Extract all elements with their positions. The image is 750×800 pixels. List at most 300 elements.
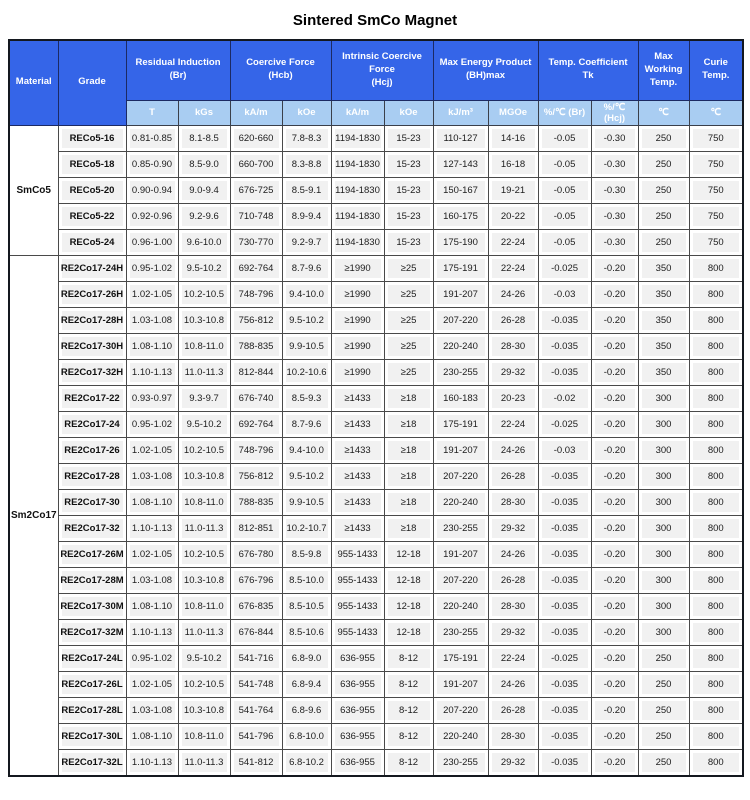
value-cell: -0.20 — [591, 385, 638, 411]
value-cell: 676-780 — [230, 541, 282, 567]
grade-cell: RE2Co17-28 — [58, 463, 126, 489]
value-cell: 636-955 — [331, 671, 384, 697]
header-group-row — [9, 40, 743, 100]
smco-spec-table — [8, 39, 744, 777]
header-group-residual-induction — [126, 40, 230, 100]
value-cell: 0.81-0.85 — [126, 125, 178, 151]
value-cell: ≥1433 — [331, 463, 384, 489]
value-cell: 220-240 — [433, 489, 488, 515]
value-cell: 191-207 — [433, 671, 488, 697]
value-cell: -0.05 — [538, 125, 591, 151]
grade-cell: RE2Co17-30L — [58, 723, 126, 749]
value-cell: 636-955 — [331, 697, 384, 723]
value-cell: 10.3-10.8 — [178, 463, 230, 489]
value-cell: 0.85-0.90 — [126, 151, 178, 177]
value-cell: 692-764 — [230, 255, 282, 281]
value-cell: 9.2-9.6 — [178, 203, 230, 229]
value-cell: 812-844 — [230, 359, 282, 385]
value-cell: 0.96-1.00 — [126, 229, 178, 255]
grade-cell: RE2Co17-26L — [58, 671, 126, 697]
grade-cell: RE2Co17-28M — [58, 567, 126, 593]
value-cell: -0.20 — [591, 749, 638, 776]
value-cell: 541-716 — [230, 645, 282, 671]
value-cell: 1.02-1.05 — [126, 671, 178, 697]
value-cell: 10.2-10.7 — [282, 515, 331, 541]
table-row — [9, 619, 743, 645]
value-cell: -0.025 — [538, 255, 591, 281]
value-cell: 0.90-0.94 — [126, 177, 178, 203]
value-cell: 15-23 — [384, 177, 433, 203]
value-cell: 9.9-10.5 — [282, 333, 331, 359]
value-cell: ≥18 — [384, 437, 433, 463]
value-cell: 710-748 — [230, 203, 282, 229]
value-cell: 1.03-1.08 — [126, 307, 178, 333]
value-cell: 1194-1830 — [331, 151, 384, 177]
value-cell: -0.035 — [538, 515, 591, 541]
value-cell: ≥1433 — [331, 411, 384, 437]
value-cell: 29-32 — [488, 515, 538, 541]
table-row — [9, 229, 743, 255]
table-row — [9, 281, 743, 307]
value-cell: 26-28 — [488, 463, 538, 489]
value-cell: 230-255 — [433, 749, 488, 776]
table-body — [9, 125, 743, 776]
value-cell: -0.035 — [538, 749, 591, 776]
header-group-intrinsic-coercive-force — [331, 40, 433, 100]
value-cell: 22-24 — [488, 645, 538, 671]
value-cell: 1.08-1.10 — [126, 489, 178, 515]
value-cell: 350 — [638, 255, 689, 281]
header-group-max-energy-product — [433, 40, 538, 100]
table-row — [9, 385, 743, 411]
value-cell: 12-18 — [384, 619, 433, 645]
value-cell: 676-796 — [230, 567, 282, 593]
header-grade: Grade — [58, 40, 126, 125]
table-row — [9, 307, 743, 333]
value-cell: 350 — [638, 281, 689, 307]
header-group-coercive-force — [230, 40, 331, 100]
value-cell: 300 — [638, 463, 689, 489]
grade-cell: RE2Co17-30H — [58, 333, 126, 359]
value-cell: 800 — [689, 645, 743, 671]
value-cell: 7.8-8.3 — [282, 125, 331, 151]
table-row — [9, 593, 743, 619]
value-cell: 230-255 — [433, 359, 488, 385]
value-cell: 800 — [689, 307, 743, 333]
value-cell: ≥1990 — [331, 281, 384, 307]
value-cell: ≥25 — [384, 281, 433, 307]
value-cell: ≥18 — [384, 411, 433, 437]
material-cell: SmCo5 — [9, 125, 58, 255]
unit-max-working-c: ℃ — [638, 100, 689, 125]
value-cell: 26-28 — [488, 567, 538, 593]
value-cell: 620-660 — [230, 125, 282, 151]
value-cell: -0.30 — [591, 229, 638, 255]
value-cell: 9.5-10.2 — [178, 411, 230, 437]
value-cell: 0.95-1.02 — [126, 411, 178, 437]
value-cell: 1.08-1.10 — [126, 333, 178, 359]
value-cell: 748-796 — [230, 437, 282, 463]
value-cell: 160-175 — [433, 203, 488, 229]
value-cell: 28-30 — [488, 723, 538, 749]
value-cell: ≥1990 — [331, 359, 384, 385]
group-title: Temp. Coefficient — [548, 57, 628, 69]
value-cell: 175-190 — [433, 229, 488, 255]
value-cell: 15-23 — [384, 203, 433, 229]
value-cell: -0.30 — [591, 203, 638, 229]
value-cell: -0.035 — [538, 307, 591, 333]
value-cell: 1.10-1.13 — [126, 359, 178, 385]
grade-cell: RECo5-16 — [58, 125, 126, 151]
value-cell: 175-191 — [433, 411, 488, 437]
value-cell: -0.035 — [538, 567, 591, 593]
value-cell: 800 — [689, 697, 743, 723]
table-row — [9, 177, 743, 203]
value-cell: 14-16 — [488, 125, 538, 151]
value-cell: 800 — [689, 541, 743, 567]
value-cell: -0.035 — [538, 593, 591, 619]
value-cell: 8.7-9.6 — [282, 255, 331, 281]
value-cell: -0.20 — [591, 489, 638, 515]
value-cell: 800 — [689, 749, 743, 776]
table-row — [9, 359, 743, 385]
value-cell: 8.5-9.3 — [282, 385, 331, 411]
value-cell: 11.0-11.3 — [178, 359, 230, 385]
value-cell: 16-18 — [488, 151, 538, 177]
value-cell: 207-220 — [433, 567, 488, 593]
value-cell: 800 — [689, 567, 743, 593]
value-cell: 1.03-1.08 — [126, 697, 178, 723]
grade-cell: RE2Co17-24H — [58, 255, 126, 281]
value-cell: 207-220 — [433, 463, 488, 489]
value-cell: 10.3-10.8 — [178, 567, 230, 593]
grade-cell: RE2Co17-26 — [58, 437, 126, 463]
value-cell: 8.1-8.5 — [178, 125, 230, 151]
value-cell: ≥18 — [384, 385, 433, 411]
value-cell: -0.035 — [538, 489, 591, 515]
table-header — [9, 40, 743, 125]
grade-cell: RE2Co17-32M — [58, 619, 126, 645]
value-cell: 9.5-10.2 — [282, 307, 331, 333]
table-row — [9, 541, 743, 567]
value-cell: 11.0-11.3 — [178, 515, 230, 541]
value-cell: 800 — [689, 411, 743, 437]
value-cell: 800 — [689, 723, 743, 749]
table-row — [9, 489, 743, 515]
value-cell: 300 — [638, 593, 689, 619]
unit-koe-hcb: kOe — [282, 100, 331, 125]
group-sub: (Hcb) — [268, 70, 293, 82]
table-row — [9, 749, 743, 776]
value-cell: 300 — [638, 437, 689, 463]
value-cell: 800 — [689, 359, 743, 385]
value-cell: ≥18 — [384, 463, 433, 489]
value-cell: 800 — [689, 671, 743, 697]
value-cell: ≥25 — [384, 359, 433, 385]
value-cell: 250 — [638, 723, 689, 749]
value-cell: 676-740 — [230, 385, 282, 411]
value-cell: -0.035 — [538, 333, 591, 359]
value-cell: -0.20 — [591, 645, 638, 671]
value-cell: 250 — [638, 203, 689, 229]
value-cell: 9.5-10.2 — [178, 645, 230, 671]
value-cell: 1.02-1.05 — [126, 281, 178, 307]
unit-curie-c: ℃ — [689, 100, 743, 125]
value-cell: 541-748 — [230, 671, 282, 697]
value-cell: 250 — [638, 229, 689, 255]
value-cell: 250 — [638, 749, 689, 776]
table-row — [9, 645, 743, 671]
value-cell: 220-240 — [433, 333, 488, 359]
value-cell: 207-220 — [433, 697, 488, 723]
value-cell: 812-851 — [230, 515, 282, 541]
value-cell: 6.8-10.0 — [282, 723, 331, 749]
value-cell: 24-26 — [488, 541, 538, 567]
value-cell: 10.3-10.8 — [178, 307, 230, 333]
value-cell: 9.2-9.7 — [282, 229, 331, 255]
table-row — [9, 567, 743, 593]
unit-tk-hcj: %/℃ (Hcj) — [591, 100, 638, 125]
value-cell: 28-30 — [488, 333, 538, 359]
value-cell: 660-700 — [230, 151, 282, 177]
value-cell: 541-796 — [230, 723, 282, 749]
table-row — [9, 125, 743, 151]
value-cell: 300 — [638, 619, 689, 645]
grade-cell: RE2Co17-28H — [58, 307, 126, 333]
value-cell: 250 — [638, 645, 689, 671]
value-cell: 8.7-9.6 — [282, 411, 331, 437]
unit-mgoe: MGOe — [488, 100, 538, 125]
value-cell: 28-30 — [488, 489, 538, 515]
value-cell: 541-812 — [230, 749, 282, 776]
value-cell: -0.20 — [591, 593, 638, 619]
value-cell: 11.0-11.3 — [178, 749, 230, 776]
value-cell: 6.8-9.4 — [282, 671, 331, 697]
value-cell: 29-32 — [488, 749, 538, 776]
value-cell: 150-167 — [433, 177, 488, 203]
value-cell: 250 — [638, 671, 689, 697]
value-cell: 22-24 — [488, 411, 538, 437]
value-cell: 6.8-10.2 — [282, 749, 331, 776]
group-title: Max Energy Product — [439, 57, 532, 69]
value-cell: 22-24 — [488, 229, 538, 255]
unit-kam-hcb: kA/m — [230, 100, 282, 125]
value-cell: -0.30 — [591, 177, 638, 203]
value-cell: 800 — [689, 619, 743, 645]
value-cell: ≥1990 — [331, 307, 384, 333]
grade-cell: RECo5-18 — [58, 151, 126, 177]
value-cell: 10.8-11.0 — [178, 333, 230, 359]
value-cell: -0.05 — [538, 177, 591, 203]
value-cell: 800 — [689, 463, 743, 489]
table-row — [9, 463, 743, 489]
value-cell: 350 — [638, 359, 689, 385]
value-cell: 955-1433 — [331, 593, 384, 619]
page-title: Sintered SmCo Magnet — [292, 12, 458, 29]
value-cell: 10.2-10.6 — [282, 359, 331, 385]
value-cell: 15-23 — [384, 125, 433, 151]
value-cell: 800 — [689, 515, 743, 541]
value-cell: 750 — [689, 151, 743, 177]
unit-kam-hcj: kA/m — [331, 100, 384, 125]
grade-cell: RE2Co17-24 — [58, 411, 126, 437]
value-cell: 19-21 — [488, 177, 538, 203]
grade-cell: RE2Co17-32L — [58, 749, 126, 776]
value-cell: 756-812 — [230, 307, 282, 333]
value-cell: 1.10-1.13 — [126, 515, 178, 541]
value-cell: 788-835 — [230, 333, 282, 359]
value-cell: 750 — [689, 177, 743, 203]
value-cell: 20-22 — [488, 203, 538, 229]
value-cell: 191-207 — [433, 541, 488, 567]
value-cell: 29-32 — [488, 619, 538, 645]
value-cell: 300 — [638, 567, 689, 593]
unit-koe-hcj: kOe — [384, 100, 433, 125]
value-cell: 1194-1830 — [331, 229, 384, 255]
value-cell: 8.3-8.8 — [282, 151, 331, 177]
value-cell: 1.03-1.08 — [126, 463, 178, 489]
table-row — [9, 515, 743, 541]
value-cell: -0.20 — [591, 255, 638, 281]
value-cell: 9.6-10.0 — [178, 229, 230, 255]
value-cell: 9.9-10.5 — [282, 489, 331, 515]
page — [8, 0, 742, 777]
value-cell: 9.4-10.0 — [282, 281, 331, 307]
value-cell: 11.0-11.3 — [178, 619, 230, 645]
value-cell: -0.035 — [538, 619, 591, 645]
value-cell: 10.2-10.5 — [178, 671, 230, 697]
value-cell: 676-844 — [230, 619, 282, 645]
value-cell: 8-12 — [384, 697, 433, 723]
value-cell: 8.5-9.8 — [282, 541, 331, 567]
value-cell: -0.20 — [591, 437, 638, 463]
value-cell: -0.30 — [591, 125, 638, 151]
value-cell: 230-255 — [433, 619, 488, 645]
material-cell: Sm2Co17 — [9, 255, 58, 776]
value-cell: 15-23 — [384, 229, 433, 255]
grade-cell: RE2Co17-22 — [58, 385, 126, 411]
value-cell: -0.035 — [538, 463, 591, 489]
value-cell: -0.20 — [591, 411, 638, 437]
value-cell: 26-28 — [488, 697, 538, 723]
value-cell: 10.2-10.5 — [178, 541, 230, 567]
value-cell: 541-764 — [230, 697, 282, 723]
value-cell: 10.2-10.5 — [178, 281, 230, 307]
value-cell: ≥1433 — [331, 489, 384, 515]
value-cell: ≥25 — [384, 307, 433, 333]
unit-tk-br: %/℃ (Br) — [538, 100, 591, 125]
value-cell: -0.20 — [591, 567, 638, 593]
value-cell: 350 — [638, 307, 689, 333]
value-cell: 250 — [638, 697, 689, 723]
value-cell: -0.03 — [538, 281, 591, 307]
value-cell: 8-12 — [384, 749, 433, 776]
value-cell: ≥25 — [384, 255, 433, 281]
value-cell: ≥25 — [384, 333, 433, 359]
value-cell: 8-12 — [384, 723, 433, 749]
value-cell: 1.10-1.13 — [126, 619, 178, 645]
value-cell: 8.5-10.6 — [282, 619, 331, 645]
value-cell: 8.5-10.5 — [282, 593, 331, 619]
group-sub: Tk — [582, 70, 594, 82]
value-cell: 22-24 — [488, 255, 538, 281]
value-cell: 12-18 — [384, 541, 433, 567]
value-cell: 9.4-10.0 — [282, 437, 331, 463]
value-cell: -0.035 — [538, 541, 591, 567]
grade-cell: RECo5-24 — [58, 229, 126, 255]
value-cell: 8.5-9.1 — [282, 177, 331, 203]
value-cell: 250 — [638, 151, 689, 177]
value-cell: ≥1433 — [331, 385, 384, 411]
value-cell: 750 — [689, 229, 743, 255]
table-row — [9, 411, 743, 437]
value-cell: 191-207 — [433, 281, 488, 307]
value-cell: ≥1433 — [331, 515, 384, 541]
header-group-temp-coefficient — [538, 40, 638, 100]
value-cell: 207-220 — [433, 307, 488, 333]
value-cell: 6.8-9.0 — [282, 645, 331, 671]
value-cell: 636-955 — [331, 723, 384, 749]
value-cell: 250 — [638, 177, 689, 203]
value-cell: 1.03-1.08 — [126, 567, 178, 593]
table-row — [9, 723, 743, 749]
value-cell: -0.20 — [591, 671, 638, 697]
table-row — [9, 255, 743, 281]
value-cell: 230-255 — [433, 515, 488, 541]
value-cell: 10.3-10.8 — [178, 697, 230, 723]
value-cell: 24-26 — [488, 281, 538, 307]
header-curie-temp: Curie Temp. — [689, 40, 743, 100]
grade-cell: RE2Co17-32H — [58, 359, 126, 385]
value-cell: 250 — [638, 125, 689, 151]
table-row — [9, 697, 743, 723]
value-cell: -0.05 — [538, 229, 591, 255]
group-title: Coercive Force — [246, 57, 315, 69]
value-cell: ≥1433 — [331, 437, 384, 463]
value-cell: 300 — [638, 385, 689, 411]
value-cell: 676-835 — [230, 593, 282, 619]
value-cell: 26-28 — [488, 307, 538, 333]
grade-cell: RE2Co17-24L — [58, 645, 126, 671]
value-cell: 730-770 — [230, 229, 282, 255]
value-cell: 1194-1830 — [331, 177, 384, 203]
value-cell: 756-812 — [230, 463, 282, 489]
table-row — [9, 671, 743, 697]
value-cell: 220-240 — [433, 723, 488, 749]
value-cell: 800 — [689, 593, 743, 619]
unit-t: T — [126, 100, 178, 125]
value-cell: -0.035 — [538, 697, 591, 723]
value-cell: -0.20 — [591, 541, 638, 567]
value-cell: -0.05 — [538, 151, 591, 177]
header-max-working-temp: Max Working Temp. — [638, 40, 689, 100]
table-row — [9, 151, 743, 177]
value-cell: -0.035 — [538, 359, 591, 385]
value-cell: 1194-1830 — [331, 125, 384, 151]
value-cell: 300 — [638, 515, 689, 541]
group-sub: (BH)max — [466, 70, 506, 82]
value-cell: -0.025 — [538, 645, 591, 671]
group-sub: (Hcj) — [371, 76, 393, 88]
grade-cell: RECo5-20 — [58, 177, 126, 203]
value-cell: 800 — [689, 489, 743, 515]
value-cell: 1.08-1.10 — [126, 593, 178, 619]
value-cell: 1.02-1.05 — [126, 541, 178, 567]
value-cell: 10.2-10.5 — [178, 437, 230, 463]
value-cell: 955-1433 — [331, 567, 384, 593]
value-cell: 8-12 — [384, 671, 433, 697]
value-cell: -0.035 — [538, 723, 591, 749]
